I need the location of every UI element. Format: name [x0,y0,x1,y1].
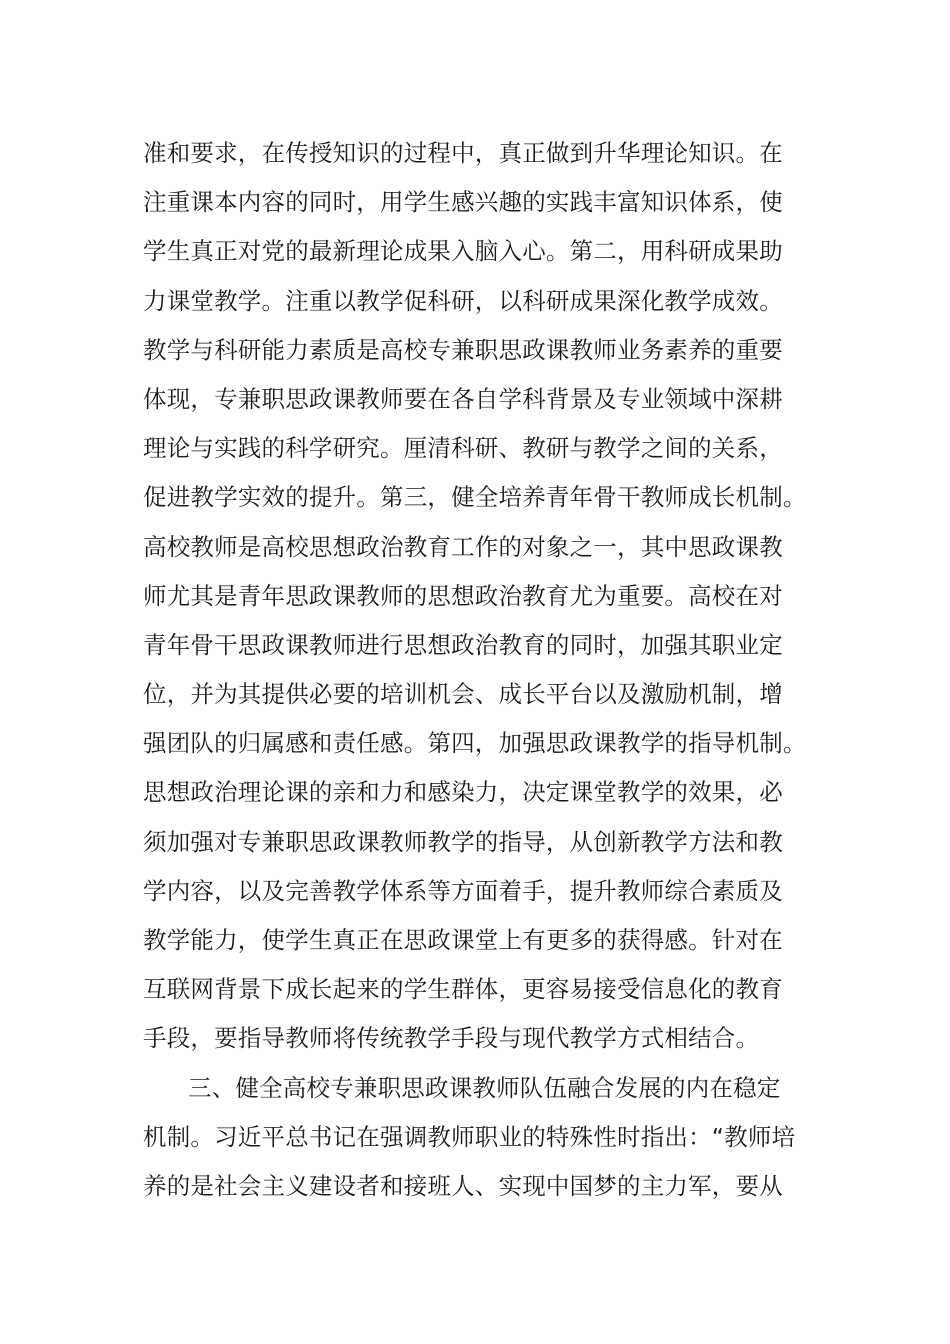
text-line: 青年骨干思政课教师进行思想政治教育的同时，加强其职业定 [143,630,783,659]
text-line: 理论与实践的科学研究。厘清科研、教研与教学之间的关系， [143,434,783,463]
text-line: 师尤其是青年思政课教师的思想政治教育尤为重要。高校在对 [143,581,783,610]
text-line: 高校教师是高校思想政治教育工作的对象之一，其中思政课教 [143,532,783,561]
text-line: 准和要求，在传授知识的过程中，真正做到升华理论知识。在 [143,139,783,167]
text-line: 须加强对专兼职思政课教师教学的指导，从创新教学方法和教 [143,827,783,856]
text-line: 思想政治理论课的亲和力和感染力，决定课堂教学的效果，必 [143,778,783,807]
text-line: 体现，专兼职思政课教师要在各自学科背景及专业领域中深耕 [143,384,783,413]
text-line: 教学与科研能力素质是高校专兼职思政课教师业务素养的重要 [143,335,783,364]
text-line: 教学能力，使学生真正在思政课堂上有更多的获得感。针对在 [143,926,783,954]
text-line: 学生真正对党的最新理论成果入脑入心。第二，用科研成果助 [143,237,783,266]
section-heading-line: 三、健全高校专兼职思政课教师队伍融合发展的内在稳定 [188,1073,781,1102]
text-line: 注重课本内容的同时，用学生感兴趣的实践丰富知识体系，使 [143,188,783,217]
document-body [143,129,843,1211]
text-line: 养的是社会主义建设者和接班人、实现中国梦的主力军，要从 [143,1171,783,1200]
text-line: 促进教学实效的提升。第三，健全培养青年骨干教师成长机制。 [143,483,807,512]
text-line: 位，并为其提供必要的培训机会、成长平台以及激励机制，增 [143,680,783,709]
text-line: 力课堂教学。注重以教学促科研，以科研成果深化教学成效。 [143,286,783,315]
text-line: 互联网背景下成长起来的学生群体，更容易接受信息化的教育 [143,975,783,1004]
text-line: 强团队的归属感和责任感。第四，加强思政课教学的指导机制。 [143,729,807,758]
text-line: 学内容，以及完善教学体系等方面着手，提升教师综合素质及 [143,876,783,905]
text-line: 机制。习近平总书记在强调教师职业的特殊性时指出：“教师培 [143,1122,796,1151]
text-line: 手段，要指导教师将传统教学手段与现代教学方式相结合。 [143,1024,760,1053]
